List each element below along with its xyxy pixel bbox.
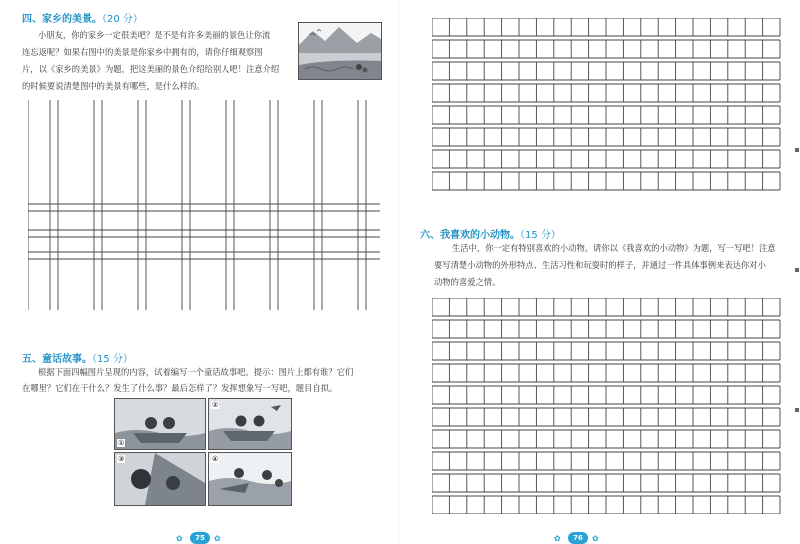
story-picture-4 xyxy=(208,452,292,506)
page-deco-right-2: ✿ xyxy=(592,534,599,543)
page-edge-mark-1 xyxy=(795,148,799,152)
section-4-prompt-line-4: 的时候要说清楚图中的美景有哪些，是什么样的。 xyxy=(22,81,205,91)
story-picture-3 xyxy=(114,452,206,506)
section-6-score: （15 分） xyxy=(520,230,561,241)
section-5-prompt-line-1: 根据下面四幅图片呈现的内容，试着编写一个童话故事吧。提示：图片上都有谁？它们 xyxy=(38,367,354,377)
section-4-writing-area[interactable] xyxy=(28,100,380,310)
page-number-left: 75 xyxy=(190,532,210,544)
top-writing-grid[interactable] xyxy=(432,18,782,198)
page-deco-left: ✿ xyxy=(176,534,183,543)
section-5-score: （15 分） xyxy=(92,354,133,365)
section-5-title: 五、童话故事。 xyxy=(22,354,92,365)
section-5-prompt-line-2: 在哪里？它们在干什么？发生了什么事？最后怎样了？发挥想象写一写吧，题目自拟。 xyxy=(22,383,338,393)
section-4-prompt-line-1: 小朋友，你的家乡一定很美吧？是不是有许多美丽的景色让你流 xyxy=(38,30,271,40)
right-page xyxy=(400,0,800,544)
section-6-prompt-line-2: 要写清楚小动物的外形特点、生活习性和玩耍时的样子，并通过一件具体事例来表达你对小 xyxy=(434,260,766,270)
section-6-prompt-line-3: 动物的喜爱之情。 xyxy=(434,277,501,287)
page-edge-mark-3 xyxy=(795,408,799,412)
section-6-title: 六、我喜欢的小动物。 xyxy=(420,230,520,241)
page-edge-mark-2 xyxy=(795,268,799,272)
landscape-picture xyxy=(298,22,382,80)
section-4-title: 四、家乡的美景。 xyxy=(22,14,102,25)
story-picture-2-number: ② xyxy=(212,401,219,409)
page-deco-left-2: ✿ xyxy=(214,534,221,543)
section-5-heading xyxy=(22,350,133,365)
section-4-heading xyxy=(22,10,143,25)
page-number-right: 76 xyxy=(568,532,588,544)
section-4-prompt-line-2: 连忘返呢？如果右图中的美景是你家乡中拥有的，请你仔细观察图 xyxy=(22,47,263,57)
story-picture-1 xyxy=(114,398,206,450)
section-4-score: （20 分） xyxy=(102,14,143,25)
section-4-prompt-line-3: 片，以《家乡的美景》为题，把这美丽的景色介绍给别人吧！注意介绍 xyxy=(22,64,280,74)
story-picture-1-number: ① xyxy=(118,439,125,447)
section-6-prompt-line-1: 生活中，你一定有特别喜欢的小动物。请你以《我喜欢的小动物》为题，写一写吧！注意 xyxy=(452,243,776,253)
story-picture-4-number: ④ xyxy=(212,455,219,463)
section-6-heading xyxy=(420,226,561,241)
story-picture-2 xyxy=(208,398,292,450)
story-picture-3-number: ③ xyxy=(118,455,125,463)
section-6-writing-grid[interactable] xyxy=(432,298,782,514)
page-deco-right: ✿ xyxy=(554,534,561,543)
